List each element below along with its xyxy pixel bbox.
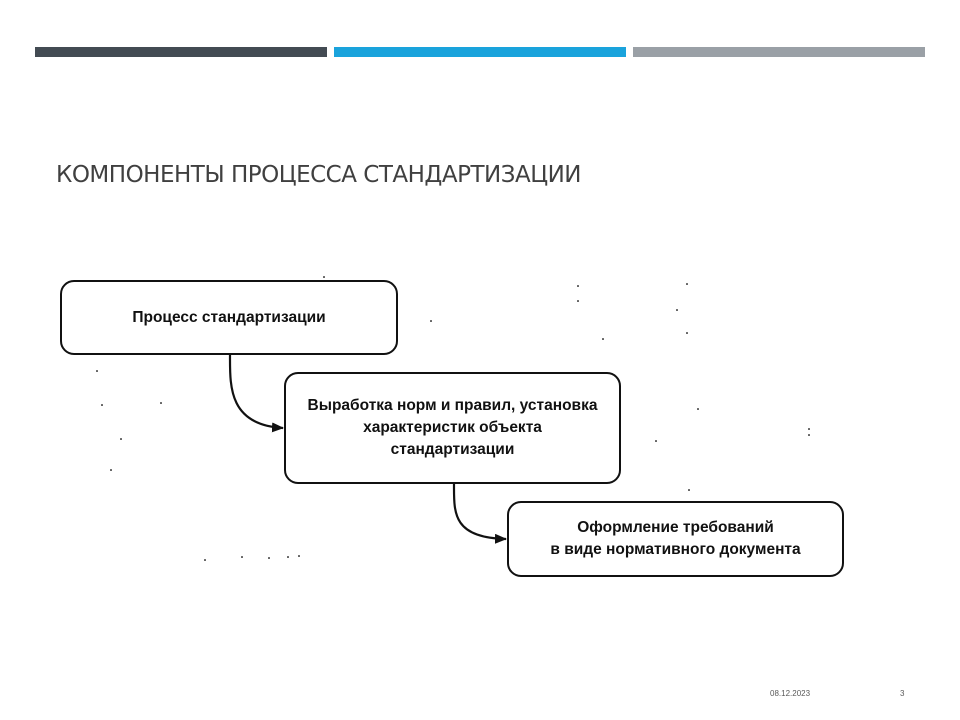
slide-date: 08.12.2023 <box>770 689 811 698</box>
connector-process-to-development <box>230 355 283 428</box>
node-development-label: Выработка норм и правил, установка характеристик объекта стандартизации <box>307 397 598 458</box>
node-formalization-label: Оформление требований в виде нормативного документа <box>550 519 801 558</box>
connector-development-to-formalization <box>454 484 506 539</box>
slide-title: КОМПОНЕНТЫ ПРОЦЕССА СТАНДАРТИЗАЦИИ <box>56 162 581 188</box>
node-process-label: Процесс стандартизации <box>132 308 326 326</box>
node-process <box>60 280 398 355</box>
node-development <box>284 372 621 484</box>
slide-page-number: 3 <box>900 689 905 698</box>
node-formalization <box>507 501 844 577</box>
